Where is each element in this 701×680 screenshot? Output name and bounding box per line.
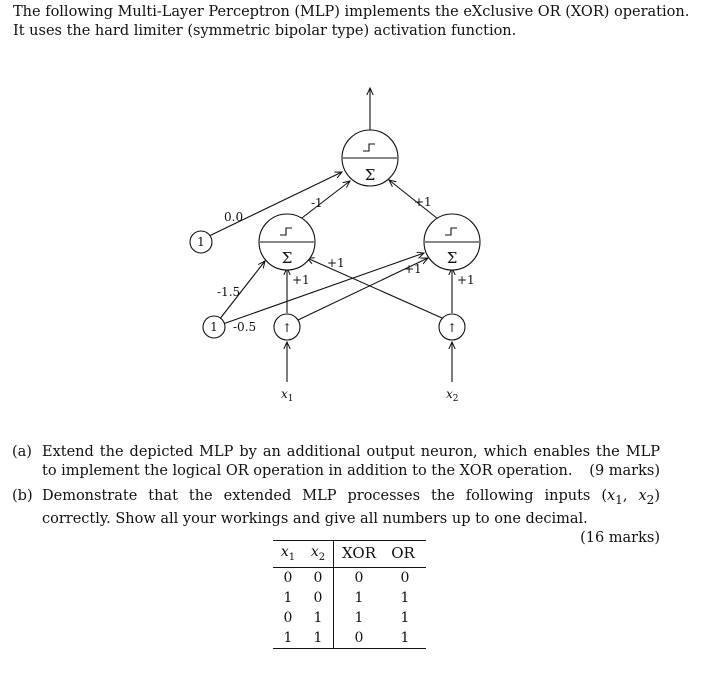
cell-x2: 0 xyxy=(313,569,323,586)
table-row xyxy=(273,567,426,588)
question-a-text: Extend the depicted MLP by an additional output neuron, which enables the MLP to implement the logical OR operation in addition to the XOR operation. xyxy=(42,444,660,479)
question-b-sub1: 1 xyxy=(615,492,623,507)
edge-h1-to-output xyxy=(298,181,350,221)
sum-symbol: Σ xyxy=(364,166,376,184)
cell-xor: 1 xyxy=(334,608,385,628)
input-node-x1 xyxy=(274,314,300,340)
question-b-marks: (16 marks) xyxy=(580,529,660,546)
bias-node-output xyxy=(190,231,212,253)
header-x2: $x_2$ xyxy=(303,541,334,568)
cell-x2: 1 xyxy=(313,629,323,646)
cell-or: 1 xyxy=(400,629,410,646)
cell-or: 1 xyxy=(400,589,410,606)
weight-x1-to-h2: +1 xyxy=(404,262,422,276)
intro-line-2: It uses the hard limiter (symmetric bipolar type) activation function. xyxy=(13,23,517,39)
cell-xor: 0 xyxy=(334,567,385,588)
cell-x1: 1 xyxy=(283,629,293,646)
weight-x1-to-h1: +1 xyxy=(292,273,310,287)
intro-line-1: The following Multi-Layer Perceptron (MLP) implements the eXclusive OR (XOR) operation. xyxy=(13,4,690,20)
sum-symbol: Σ xyxy=(446,249,458,267)
header-xor: XOR xyxy=(334,541,385,568)
truth-table-header xyxy=(273,541,426,568)
question-b-var-x1: x xyxy=(606,488,616,504)
question-b-var-x2: x xyxy=(638,488,647,504)
weight-x2-to-h2: +1 xyxy=(457,273,475,287)
table-row xyxy=(273,628,426,649)
weight-x2-to-h1: +1 xyxy=(327,256,345,270)
table-row xyxy=(273,608,426,628)
cell-or: 1 xyxy=(400,609,410,626)
weight-h1-to-output: -1 xyxy=(311,196,323,210)
cell-x2: 1 xyxy=(313,609,323,626)
question-b-sub2: 2 xyxy=(646,492,655,507)
sum-symbol: Σ xyxy=(281,249,293,267)
cell-xor: 0 xyxy=(334,628,385,649)
table-row xyxy=(273,588,426,608)
cell-xor: 1 xyxy=(334,588,385,608)
up-arrow-icon: ↑ xyxy=(446,321,458,335)
hidden-neuron-1 xyxy=(259,214,315,270)
truth-table xyxy=(273,540,426,649)
header-or: OR xyxy=(384,541,426,568)
input-label-x2: $x_2$ xyxy=(446,387,459,404)
question-a-marks: (9 marks) xyxy=(589,463,660,479)
question-a-label: (a) xyxy=(12,444,32,460)
question-a xyxy=(12,443,660,481)
question-b-text-start: Demonstrate that the extended MLP processes the following inputs ( xyxy=(42,488,607,504)
cell-x1: 0 xyxy=(283,609,293,626)
cell-x1: 1 xyxy=(283,589,293,606)
weight-bias-to-h1: -1.5 xyxy=(217,285,241,299)
question-b-label: (b) xyxy=(12,488,33,504)
output-neuron xyxy=(342,130,398,186)
input-label-x1: $x_1$ xyxy=(281,387,294,404)
hidden-neuron-2 xyxy=(424,214,480,270)
cell-or: 0 xyxy=(400,569,410,586)
edge-bias-to-h2 xyxy=(220,253,424,325)
question-b xyxy=(12,487,660,548)
weight-h2-to-output: +1 xyxy=(414,195,432,209)
bias-node-label: 1 xyxy=(210,320,218,334)
cell-x2: 0 xyxy=(313,589,323,606)
question-b-comma: , xyxy=(622,488,639,504)
input-node-x2 xyxy=(439,314,465,340)
weight-bias-to-output: 0.0 xyxy=(224,210,244,224)
up-arrow-icon: ↑ xyxy=(281,321,293,335)
cell-x1: 0 xyxy=(283,569,293,586)
header-x1: $x_1$ xyxy=(273,541,303,568)
question-b-text-end: ) correctly. Show all your workings and give all numbers up to one decimal. xyxy=(42,488,660,527)
bias-node-label: 1 xyxy=(197,235,205,249)
bias-node-hidden xyxy=(203,316,225,338)
weight-bias-to-h2: -0.5 xyxy=(233,320,257,334)
